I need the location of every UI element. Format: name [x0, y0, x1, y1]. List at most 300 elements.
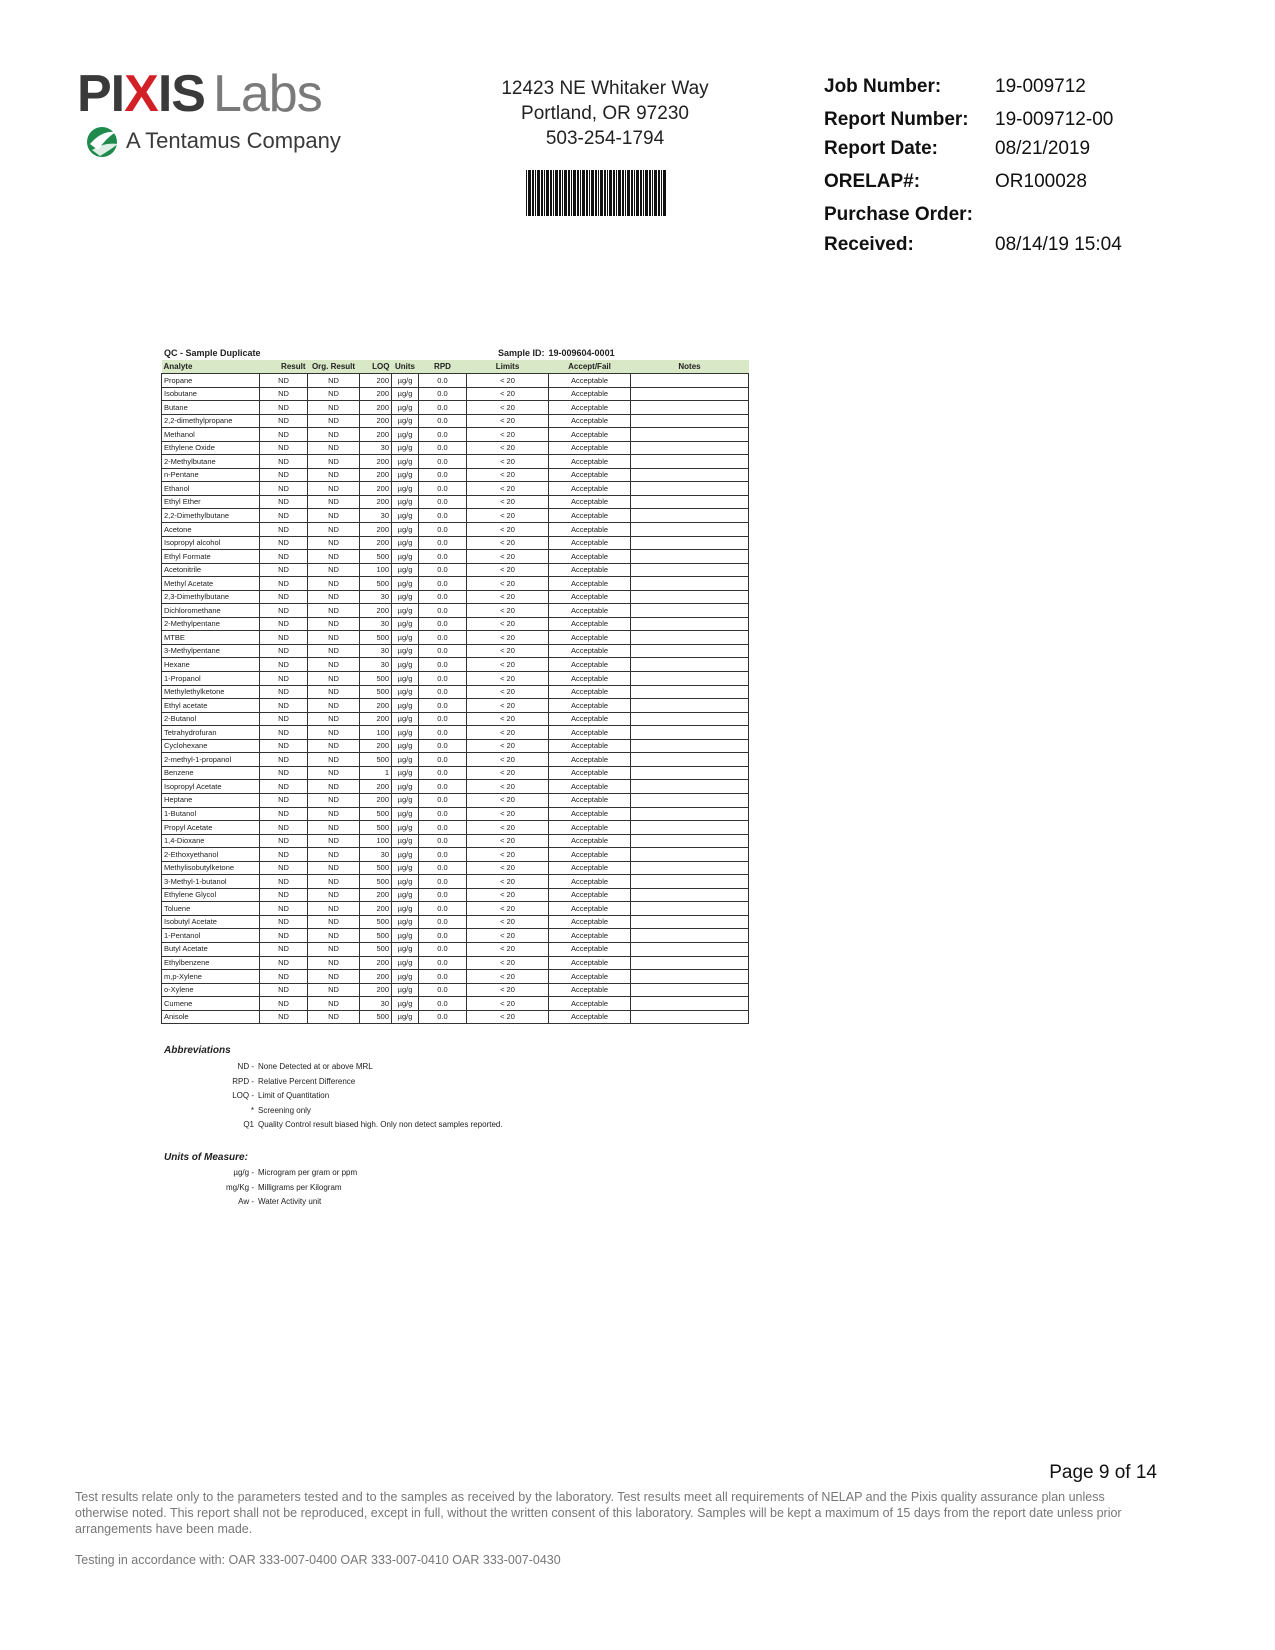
- logo-text-pi: PI: [77, 65, 125, 123]
- cell-accept-fail: Acceptable: [549, 468, 631, 482]
- company-logo: [77, 65, 322, 123]
- cell-accept-fail: Acceptable: [549, 983, 631, 997]
- legend-item: [200, 1062, 373, 1071]
- cell-accept-fail: Acceptable: [549, 780, 631, 794]
- cell-limits: < 20: [467, 658, 549, 672]
- cell-org-result: ND: [308, 861, 360, 875]
- cell-rpd: 0.0: [419, 428, 467, 442]
- cell-notes: [631, 861, 749, 875]
- cell-accept-fail: Acceptable: [549, 861, 631, 875]
- table-row: [162, 848, 749, 862]
- cell-result: ND: [260, 401, 308, 415]
- cell-accept-fail: Acceptable: [549, 1010, 631, 1024]
- cell-notes: [631, 428, 749, 442]
- cell-result: ND: [260, 550, 308, 564]
- cell-units: µg/g: [392, 685, 419, 699]
- cell-org-result: ND: [308, 590, 360, 604]
- cell-limits: < 20: [467, 712, 549, 726]
- logo-tagline: [82, 120, 341, 162]
- cell-loq: 200: [360, 468, 392, 482]
- cell-org-result: ND: [308, 658, 360, 672]
- cell-result: ND: [260, 821, 308, 835]
- cell-rpd: 0.0: [419, 739, 467, 753]
- cell-rpd: 0.0: [419, 563, 467, 577]
- cell-analyte: Methyl Acetate: [162, 577, 260, 591]
- table-row: [162, 441, 749, 455]
- cell-limits: < 20: [467, 509, 549, 523]
- table-row: [162, 888, 749, 902]
- cell-units: µg/g: [392, 604, 419, 618]
- cell-limits: < 20: [467, 644, 549, 658]
- cell-org-result: ND: [308, 550, 360, 564]
- cell-rpd: 0.0: [419, 983, 467, 997]
- cell-rpd: 0.0: [419, 374, 467, 388]
- table-row: [162, 468, 749, 482]
- cell-accept-fail: Acceptable: [549, 685, 631, 699]
- cell-accept-fail: Acceptable: [549, 699, 631, 713]
- cell-loq: 500: [360, 942, 392, 956]
- logo-text-labs: Labs: [212, 65, 322, 123]
- table-row: [162, 550, 749, 564]
- cell-analyte: Butane: [162, 401, 260, 415]
- cell-org-result: ND: [308, 523, 360, 537]
- cell-rpd: 0.0: [419, 807, 467, 821]
- table-row: [162, 482, 749, 496]
- table-row: [162, 983, 749, 997]
- cell-notes: [631, 387, 749, 401]
- cell-units: µg/g: [392, 563, 419, 577]
- cell-loq: 30: [360, 658, 392, 672]
- cell-notes: [631, 644, 749, 658]
- cell-loq: 200: [360, 699, 392, 713]
- legend-item: [200, 1197, 321, 1206]
- table-row: [162, 672, 749, 686]
- cell-org-result: ND: [308, 617, 360, 631]
- legend-item: [200, 1183, 342, 1192]
- cell-result: ND: [260, 888, 308, 902]
- cell-rpd: 0.0: [419, 888, 467, 902]
- table-row: [162, 915, 749, 929]
- col-accept-fail: Accept/Fail: [549, 360, 631, 374]
- cell-loq: 200: [360, 712, 392, 726]
- legend-text: Water Activity unit: [258, 1197, 322, 1207]
- cell-org-result: ND: [308, 455, 360, 469]
- legend-text: Screening only: [258, 1105, 311, 1115]
- cell-accept-fail: Acceptable: [549, 644, 631, 658]
- cell-loq: 200: [360, 401, 392, 415]
- cell-notes: [631, 929, 749, 943]
- cell-result: ND: [260, 523, 308, 537]
- cell-units: µg/g: [392, 726, 419, 740]
- cell-accept-fail: Acceptable: [549, 482, 631, 496]
- cell-result: ND: [260, 604, 308, 618]
- cell-units: µg/g: [392, 915, 419, 929]
- cell-accept-fail: Acceptable: [549, 753, 631, 767]
- cell-result: ND: [260, 861, 308, 875]
- cell-loq: 200: [360, 739, 392, 753]
- job-number-label: Job Number:: [824, 76, 942, 97]
- abbreviations-title: Abbreviations: [164, 1045, 231, 1056]
- cell-loq: 100: [360, 726, 392, 740]
- cell-units: µg/g: [392, 861, 419, 875]
- cell-limits: < 20: [467, 604, 549, 618]
- table-row: [162, 414, 749, 428]
- cell-result: ND: [260, 509, 308, 523]
- cell-units: µg/g: [392, 658, 419, 672]
- cell-org-result: ND: [308, 468, 360, 482]
- cell-org-result: ND: [308, 387, 360, 401]
- cell-result: ND: [260, 902, 308, 916]
- cell-org-result: ND: [308, 875, 360, 889]
- cell-units: µg/g: [392, 875, 419, 889]
- cell-result: ND: [260, 455, 308, 469]
- cell-loq: 200: [360, 414, 392, 428]
- cell-result: ND: [260, 834, 308, 848]
- cell-limits: < 20: [467, 875, 549, 889]
- cell-loq: 30: [360, 848, 392, 862]
- cell-accept-fail: Acceptable: [549, 997, 631, 1011]
- legend-text: None Detected at or above MRL: [258, 1062, 373, 1071]
- received-value: 08/14/19 15:04: [995, 234, 1122, 255]
- cell-units: µg/g: [392, 942, 419, 956]
- cell-accept-fail: Acceptable: [549, 834, 631, 848]
- cell-rpd: 0.0: [419, 414, 467, 428]
- cell-limits: < 20: [467, 739, 549, 753]
- cell-units: µg/g: [392, 766, 419, 780]
- cell-loq: 30: [360, 441, 392, 455]
- cell-analyte: 2,3-Dimethylbutane: [162, 590, 260, 604]
- cell-result: ND: [260, 374, 308, 388]
- cell-limits: < 20: [467, 726, 549, 740]
- cell-limits: < 20: [467, 523, 549, 537]
- table-row: [162, 658, 749, 672]
- cell-units: µg/g: [392, 577, 419, 591]
- cell-rpd: 0.0: [419, 929, 467, 943]
- cell-units: µg/g: [392, 644, 419, 658]
- cell-notes: [631, 942, 749, 956]
- cell-rpd: 0.0: [419, 861, 467, 875]
- cell-notes: [631, 374, 749, 388]
- table-row: [162, 455, 749, 469]
- cell-accept-fail: Acceptable: [549, 672, 631, 686]
- cell-org-result: ND: [308, 374, 360, 388]
- cell-limits: < 20: [467, 617, 549, 631]
- legend-text: Quality Control result biased high. Only non detect samples reported.: [258, 1120, 503, 1130]
- cell-org-result: ND: [308, 672, 360, 686]
- cell-limits: < 20: [467, 1010, 549, 1024]
- cell-org-result: ND: [308, 929, 360, 943]
- page-number: Page 9 of 14: [1049, 1462, 1157, 1483]
- cell-analyte: 2,2-dimethylpropane: [162, 414, 260, 428]
- cell-units: µg/g: [392, 617, 419, 631]
- cell-accept-fail: Acceptable: [549, 604, 631, 618]
- cell-limits: < 20: [467, 699, 549, 713]
- table-row: [162, 726, 749, 740]
- cell-accept-fail: Acceptable: [549, 563, 631, 577]
- table-header-row: [162, 360, 749, 374]
- cell-units: µg/g: [392, 414, 419, 428]
- cell-result: ND: [260, 766, 308, 780]
- cell-units: µg/g: [392, 401, 419, 415]
- cell-notes: [631, 401, 749, 415]
- cell-analyte: Methanol: [162, 428, 260, 442]
- cell-notes: [631, 807, 749, 821]
- cell-accept-fail: Acceptable: [549, 536, 631, 550]
- cell-limits: < 20: [467, 428, 549, 442]
- cell-units: µg/g: [392, 699, 419, 713]
- cell-notes: [631, 455, 749, 469]
- logo-text-x: X: [124, 65, 158, 123]
- cell-rpd: 0.0: [419, 834, 467, 848]
- cell-rpd: 0.0: [419, 495, 467, 509]
- purchase-order-label: Purchase Order:: [824, 204, 973, 225]
- qc-title: QC - Sample Duplicate: [164, 348, 261, 358]
- cell-org-result: ND: [308, 821, 360, 835]
- cell-org-result: ND: [308, 834, 360, 848]
- table-row: [162, 590, 749, 604]
- cell-analyte: Ethyl Ether: [162, 495, 260, 509]
- report-date-value: 08/21/2019: [995, 138, 1091, 159]
- cell-result: ND: [260, 753, 308, 767]
- cell-rpd: 0.0: [419, 780, 467, 794]
- cell-rpd: 0.0: [419, 455, 467, 469]
- cell-result: ND: [260, 482, 308, 496]
- cell-rpd: 0.0: [419, 712, 467, 726]
- table-row: [162, 374, 749, 388]
- table-row: [162, 387, 749, 401]
- cell-result: ND: [260, 563, 308, 577]
- cell-result: ND: [260, 387, 308, 401]
- col-analyte: Analyte: [162, 360, 260, 374]
- legend-key: RPD -: [232, 1076, 254, 1086]
- cell-notes: [631, 563, 749, 577]
- report-date-label: Report Date:: [824, 138, 939, 159]
- cell-analyte: Isobutyl Acetate: [162, 915, 260, 929]
- cell-units: µg/g: [392, 1010, 419, 1024]
- cell-accept-fail: Acceptable: [549, 387, 631, 401]
- table-row: [162, 821, 749, 835]
- cell-notes: [631, 875, 749, 889]
- cell-analyte: Isobutane: [162, 387, 260, 401]
- report-number-label: Report Number:: [824, 109, 969, 130]
- cell-limits: < 20: [467, 495, 549, 509]
- cell-result: ND: [260, 956, 308, 970]
- cell-limits: < 20: [467, 631, 549, 645]
- table-row: [162, 739, 749, 753]
- legend-key: ND -: [237, 1062, 254, 1071]
- cell-units: µg/g: [392, 970, 419, 984]
- cell-notes: [631, 902, 749, 916]
- cell-notes: [631, 821, 749, 835]
- cell-loq: 1: [360, 766, 392, 780]
- cell-accept-fail: Acceptable: [549, 374, 631, 388]
- cell-org-result: ND: [308, 441, 360, 455]
- qc-sample-id: [498, 348, 619, 358]
- cell-result: ND: [260, 590, 308, 604]
- cell-accept-fail: Acceptable: [549, 766, 631, 780]
- cell-units: µg/g: [392, 780, 419, 794]
- cell-notes: [631, 834, 749, 848]
- cell-analyte: Ethylene Oxide: [162, 441, 260, 455]
- cell-units: µg/g: [392, 441, 419, 455]
- cell-loq: 500: [360, 1010, 392, 1024]
- cell-accept-fail: Acceptable: [549, 726, 631, 740]
- cell-org-result: ND: [308, 577, 360, 591]
- cell-rpd: 0.0: [419, 644, 467, 658]
- cell-notes: [631, 495, 749, 509]
- cell-accept-fail: Acceptable: [549, 929, 631, 943]
- cell-loq: 200: [360, 970, 392, 984]
- cell-org-result: ND: [308, 902, 360, 916]
- table-row: [162, 875, 749, 889]
- cell-org-result: ND: [308, 495, 360, 509]
- cell-rpd: 0.0: [419, 672, 467, 686]
- cell-notes: [631, 753, 749, 767]
- cell-units: µg/g: [392, 374, 419, 388]
- legend-item: [200, 1106, 311, 1115]
- cell-notes: [631, 983, 749, 997]
- cell-units: µg/g: [392, 807, 419, 821]
- cell-result: ND: [260, 617, 308, 631]
- table-row: [162, 563, 749, 577]
- address-phone: 503-254-1794: [545, 128, 665, 149]
- units-title: Units of Measure:: [164, 1152, 248, 1163]
- cell-units: µg/g: [392, 793, 419, 807]
- cell-accept-fail: Acceptable: [549, 617, 631, 631]
- table-row: [162, 712, 749, 726]
- col-org-result: Org. Result: [308, 360, 360, 374]
- cell-org-result: ND: [308, 685, 360, 699]
- cell-result: ND: [260, 495, 308, 509]
- cell-loq: 200: [360, 482, 392, 496]
- cell-analyte: Acetone: [162, 523, 260, 537]
- lab-address: [480, 76, 730, 151]
- cell-limits: < 20: [467, 455, 549, 469]
- table-row: [162, 861, 749, 875]
- sample-id-label: Sample ID:: [498, 348, 545, 358]
- cell-rpd: 0.0: [419, 577, 467, 591]
- cell-result: ND: [260, 942, 308, 956]
- cell-analyte: 2-Ethoxyethanol: [162, 848, 260, 862]
- cell-analyte: Anisole: [162, 1010, 260, 1024]
- cell-rpd: 0.0: [419, 468, 467, 482]
- cell-rpd: 0.0: [419, 604, 467, 618]
- cell-accept-fail: Acceptable: [549, 523, 631, 537]
- cell-analyte: 1-Propanol: [162, 672, 260, 686]
- legend-key: mg/Kg -: [225, 1182, 254, 1192]
- cell-rpd: 0.0: [419, 956, 467, 970]
- legend-text: Milligrams per Kilogram: [258, 1182, 342, 1192]
- cell-units: µg/g: [392, 428, 419, 442]
- col-result: Result: [260, 360, 308, 374]
- cell-accept-fail: Acceptable: [549, 658, 631, 672]
- cell-units: µg/g: [392, 983, 419, 997]
- cell-notes: [631, 793, 749, 807]
- cell-notes: [631, 766, 749, 780]
- table-row: [162, 631, 749, 645]
- cell-org-result: ND: [308, 915, 360, 929]
- cell-loq: 30: [360, 997, 392, 1011]
- cell-loq: 200: [360, 983, 392, 997]
- cell-notes: [631, 604, 749, 618]
- cell-accept-fail: Acceptable: [549, 821, 631, 835]
- cell-loq: 200: [360, 428, 392, 442]
- cell-limits: < 20: [467, 414, 549, 428]
- cell-org-result: ND: [308, 739, 360, 753]
- table-row: [162, 685, 749, 699]
- cell-accept-fail: Acceptable: [549, 902, 631, 916]
- cell-analyte: Toluene: [162, 902, 260, 916]
- cell-result: ND: [260, 536, 308, 550]
- cell-rpd: 0.0: [419, 821, 467, 835]
- cell-result: ND: [260, 428, 308, 442]
- cell-accept-fail: Acceptable: [549, 942, 631, 956]
- table-row: [162, 644, 749, 658]
- cell-accept-fail: Acceptable: [549, 441, 631, 455]
- cell-limits: < 20: [467, 685, 549, 699]
- cell-limits: < 20: [467, 834, 549, 848]
- table-row: [162, 834, 749, 848]
- cell-analyte: Ethyl acetate: [162, 699, 260, 713]
- legend-text: Microgram per gram or ppm: [258, 1168, 358, 1177]
- cell-loq: 500: [360, 821, 392, 835]
- cell-org-result: ND: [308, 401, 360, 415]
- table-row: [162, 753, 749, 767]
- cell-loq: 200: [360, 495, 392, 509]
- qc-caption: [162, 347, 748, 360]
- cell-loq: 200: [360, 374, 392, 388]
- cell-limits: < 20: [467, 983, 549, 997]
- cell-analyte: 3-Methylpentane: [162, 644, 260, 658]
- cell-limits: < 20: [467, 821, 549, 835]
- testing-compliance: Testing in accordance with: OAR 333-007-0400 OAR 333-007-0410 OAR 333-007-0430: [75, 1553, 561, 1567]
- cell-loq: 30: [360, 509, 392, 523]
- cell-analyte: Isopropyl alcohol: [162, 536, 260, 550]
- table-body: [162, 374, 749, 1024]
- cell-result: ND: [260, 970, 308, 984]
- col-units: Units: [392, 360, 419, 374]
- cell-analyte: Isopropyl Acetate: [162, 780, 260, 794]
- job-number-value: 19-009712: [995, 76, 1086, 97]
- cell-limits: < 20: [467, 563, 549, 577]
- cell-loq: 500: [360, 577, 392, 591]
- received-label: Received:: [824, 234, 914, 255]
- cell-accept-fail: Acceptable: [549, 577, 631, 591]
- cell-result: ND: [260, 807, 308, 821]
- cell-rpd: 0.0: [419, 970, 467, 984]
- cell-notes: [631, 414, 749, 428]
- cell-result: ND: [260, 793, 308, 807]
- cell-analyte: m,p-Xylene: [162, 970, 260, 984]
- table-row: [162, 617, 749, 631]
- cell-rpd: 0.0: [419, 793, 467, 807]
- cell-org-result: ND: [308, 563, 360, 577]
- cell-limits: < 20: [467, 753, 549, 767]
- cell-loq: 500: [360, 807, 392, 821]
- cell-units: µg/g: [392, 956, 419, 970]
- cell-accept-fail: Acceptable: [549, 970, 631, 984]
- cell-result: ND: [260, 658, 308, 672]
- cell-analyte: Methylisobutylketone: [162, 861, 260, 875]
- cell-rpd: 0.0: [419, 753, 467, 767]
- cell-analyte: o-Xylene: [162, 983, 260, 997]
- cell-units: µg/g: [392, 590, 419, 604]
- cell-analyte: Ethylbenzene: [162, 956, 260, 970]
- cell-analyte: Butyl Acetate: [162, 942, 260, 956]
- cell-limits: < 20: [467, 780, 549, 794]
- cell-result: ND: [260, 468, 308, 482]
- cell-limits: < 20: [467, 577, 549, 591]
